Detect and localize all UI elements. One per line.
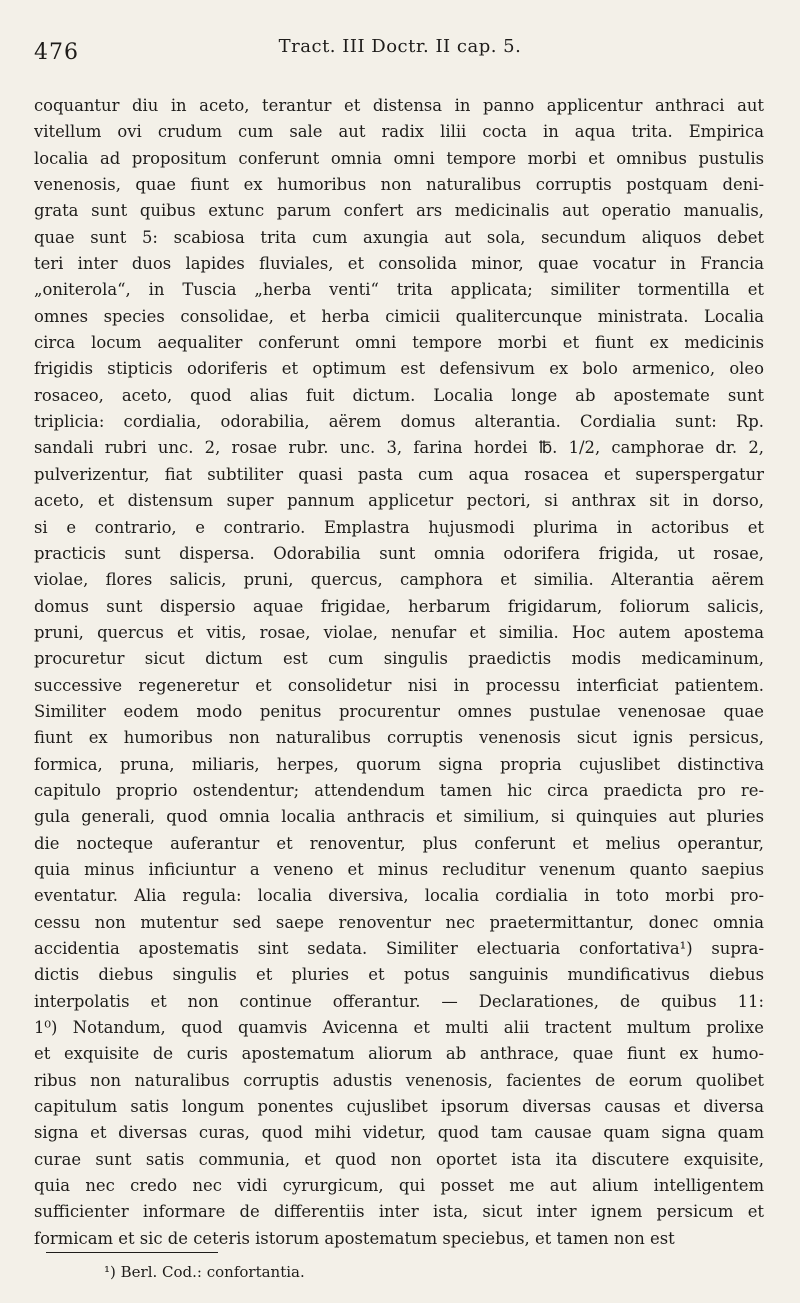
text-line: aceto, et distensum super pannum applicetur pectori, si anthrax sit in dorso, — [34, 491, 764, 511]
footnote-divider — [46, 1252, 218, 1253]
body-text — [34, 93, 764, 1252]
text-line: pulverizentur, fiat subtiliter quasi pasta cum aqua rosacea et superspergatur — [34, 464, 764, 484]
text-line: curae sunt satis communia, et quod non oportet ista ita discutere exquisite, — [34, 1149, 764, 1169]
text-line: capitulum satis longum ponentes cujuslibet ipsorum diversas causas et diversa — [34, 1097, 764, 1117]
text-line: interpolatis et non continue offerantur. — Declarationes, de quibus 11: — [34, 991, 764, 1011]
text-line: circa locum aequaliter conferunt omni tempore morbi et fiunt ex medicinis — [34, 333, 764, 353]
text-line: fiunt ex humoribus non naturalibus corruptis venenosis sicut ignis persicus, — [34, 728, 764, 748]
text-line: localia ad propositum conferunt omnia omni tempore morbi et omnibus pustulis — [34, 148, 764, 168]
text-line: capitulo proprio ostendentur; attendendum tamen hic circa praedicta pro re- — [34, 780, 764, 800]
text-line: procuretur sicut dictum est cum singulis praedictis modis medicaminum, — [34, 649, 764, 669]
text-line: eventatur. Alia regula: localia diversiva, localia cordialia in toto morbi pro- — [34, 886, 764, 906]
text-line: et exquisite de curis apostematum aliorum ab anthrace, quae fiunt ex humo- — [34, 1044, 764, 1064]
text-line: gula generali, quod omnia localia anthracis et similium, si quinquies aut pluries — [34, 807, 764, 827]
text-line: formica, pruna, miliaris, herpes, quorum signa propria cujuslibet distinctiva — [34, 754, 764, 774]
running-head: Tract. III Doctr. II cap. 5. — [278, 36, 522, 57]
text-line: coquantur diu in aceto, terantur et distensa in panno applicentur anthraci aut — [34, 96, 764, 115]
text-line: formicam et sic de ceteris istorum apostematum speciebus, et tamen non est — [34, 1228, 675, 1248]
text-line: sandali rubri unc. 2, rosae rubr. unc. 3, farina hordei ℔. 1/2, camphorae dr. 2, — [34, 438, 764, 458]
text-line: quia nec credo nec vidi cyrurgicum, qui posset me aut alium intelligentem — [34, 1176, 764, 1196]
footnote: ¹) Berl. Cod.: confortantia. — [104, 1263, 305, 1281]
text-line: die nocteque auferantur et renoventur, plus conferunt et melius operantur, — [34, 833, 764, 853]
text-line: accidentia apostematis sint sedata. Similiter electuaria confortativa¹) supra- — [34, 939, 764, 958]
text-line: quae sunt 5: scabiosa trita cum axungia aut sola, secundum aliquos debet — [34, 227, 764, 247]
text-line: vitellum ovi crudum cum sale aut radix lilii cocta in aqua trita. Empirica — [34, 122, 764, 142]
text-line: dictis diebus singulis et pluries et potus sanguinis mundificativus diebus — [34, 965, 764, 985]
text-line: violae, flores salicis, pruni, quercus, camphora et similia. Alterantia aërem — [34, 570, 764, 590]
page-number: 476 — [34, 40, 79, 65]
text-line: domus sunt dispersio aquae frigidae, herbarum frigidarum, foliorum salicis, — [34, 596, 764, 616]
text-line: signa et diversas curas, quod mihi videtur, quod tam causae quam signa quam — [34, 1123, 764, 1143]
text-line: rosaceo, aceto, quod alias fuit dictum. Localia longe ab apostemate sunt — [34, 385, 764, 405]
text-line: quia minus inficiuntur a veneno et minus recluditur venenum quanto saepius — [34, 859, 764, 879]
text-line: ribus non naturalibus corruptis adustis venenosis, facientes de eorum quolibet — [34, 1070, 764, 1090]
text-line: „oniterola“, in Tuscia „herba venti“ trita applicata; similiter tormentilla et — [34, 280, 764, 300]
text-line: si e contrario, e contrario. Emplastra hujusmodi plurima in actoribus et — [34, 517, 764, 537]
text-line: teri inter duos lapides fluviales, et consolida minor, quae vocatur in Francia — [34, 254, 764, 274]
text-line: frigidis stipticis odoriferis et optimum est defensivum ex bolo armenico, oleo — [34, 359, 764, 379]
text-line: venenosis, quae fiunt ex humoribus non naturalibus corruptis postquam deni- — [34, 175, 764, 195]
text-line: cessu non mutentur sed saepe renoventur nec praetermittantur, donec omnia — [34, 912, 764, 932]
text-line: practicis sunt dispersa. Odorabilia sunt omnia odorifera frigida, ut rosae, — [34, 543, 764, 563]
text-line: Similiter eodem modo penitus procurentur omnes pustulae venenosae quae — [34, 701, 764, 721]
text-line: pruni, quercus et vitis, rosae, violae, nenufar et similia. Hoc autem apostema — [34, 622, 764, 642]
text-line: omnes species consolidae, et herba cimicii qualitercunque ministrata. Localia — [34, 306, 764, 326]
text-line: successive regeneretur et consolidetur nisi in processu interficiat patientem. — [34, 675, 764, 695]
text-line: grata sunt quibus extunc parum confert ars medicinalis aut operatio manualis, — [34, 201, 764, 221]
text-line: triplicia: cordialia, odorabilia, aërem domus alterantia. Cordialia sunt: Rp. — [34, 412, 764, 432]
text-line: sufficienter informare de differentiis inter ista, sicut inter ignem persicum et — [34, 1202, 764, 1222]
text-line: 1⁰) Notandum, quod quamvis Avicenna et multi alii tractent multum prolixe — [34, 1018, 764, 1038]
